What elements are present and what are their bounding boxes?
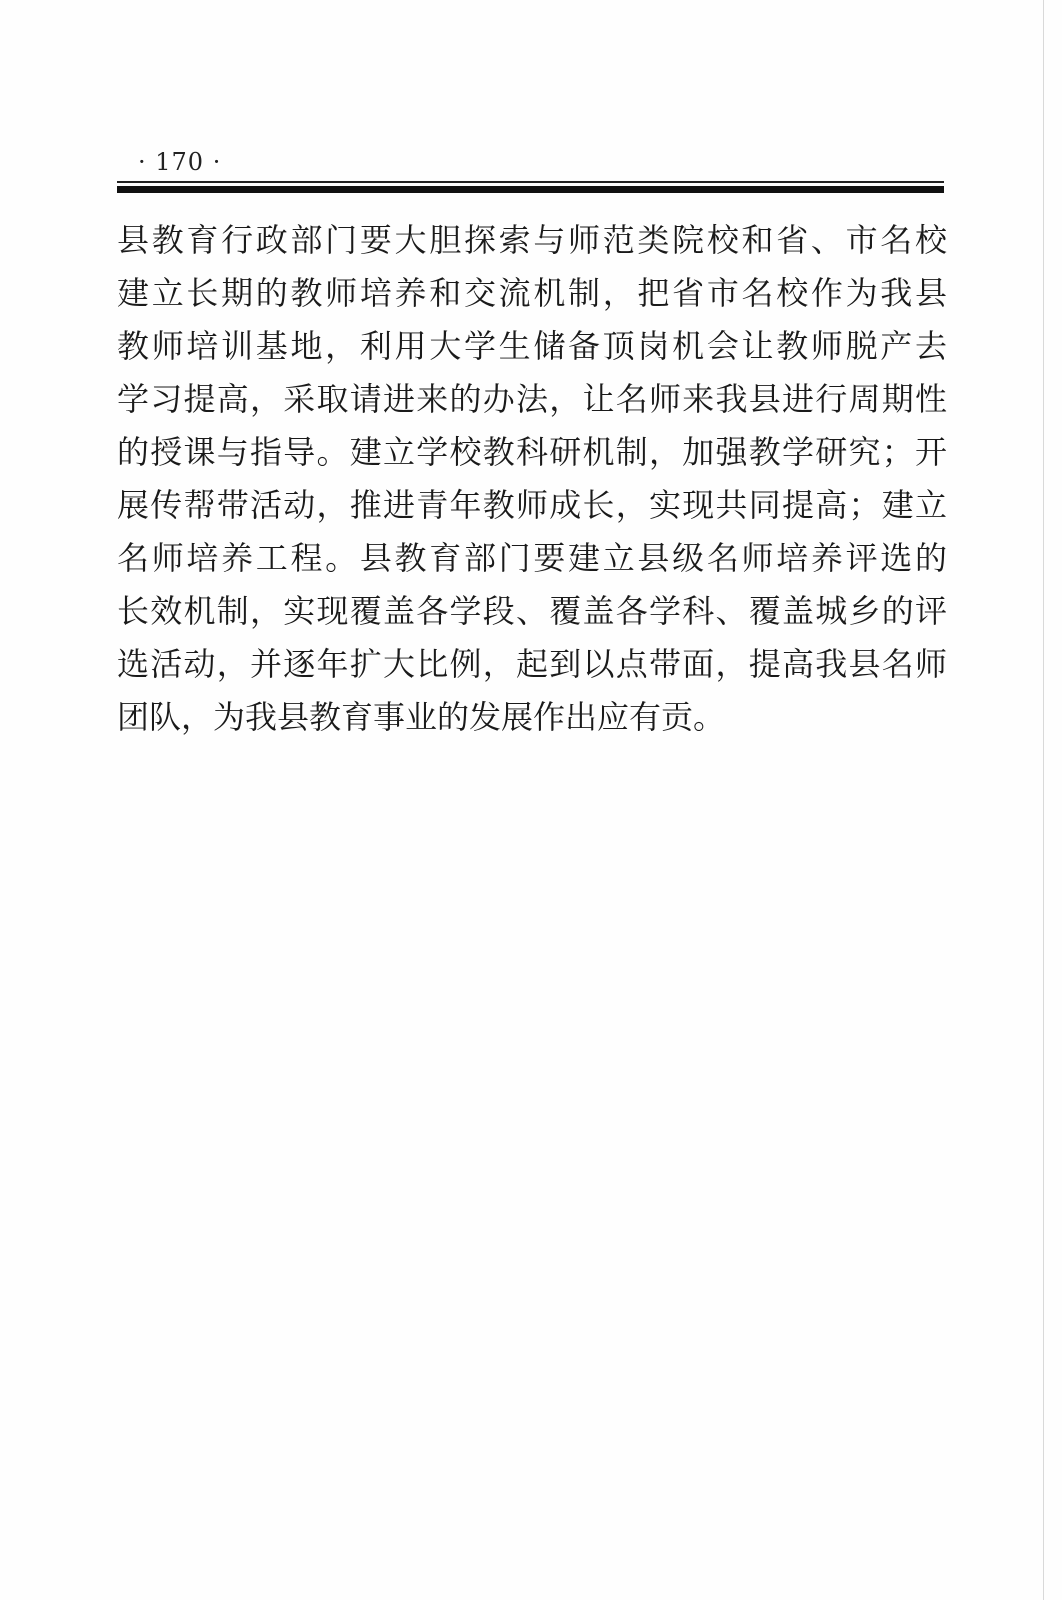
text-line: 长效机制，实现覆盖各学段、覆盖各学科、覆盖城乡的评: [117, 592, 947, 630]
text-line: 的授课与指导。建立学校教科研机制，加强教学研究；开: [117, 433, 947, 471]
text-line: 团队，为我县教育事业的发展作出应有贡。: [117, 698, 726, 736]
body-paragraph: [117, 214, 947, 744]
scan-edge: [1043, 0, 1044, 1600]
page-number: · 170 ·: [138, 148, 222, 176]
text-line: 选活动，并逐年扩大比例，起到以点带面，提高我县名师: [117, 645, 947, 683]
text-line: 县教育行政部门要大胆探索与师范类院校和省、市名校: [117, 221, 947, 259]
header-rule-thick: [117, 186, 944, 193]
text-line: 展传帮带活动，推进青年教师成长，实现共同提高；建立: [117, 486, 947, 524]
text-line: 学习提高，采取请进来的办法，让名师来我县进行周期性: [117, 380, 947, 418]
text-line: 名师培养工程。县教育部门要建立县级名师培养评选的: [117, 539, 947, 577]
header-rule-thin: [117, 181, 944, 183]
text-line: 建立长期的教师培养和交流机制，把省市名校作为我县: [117, 274, 947, 312]
text-line: 教师培训基地，利用大学生储备顶岗机会让教师脱产去: [117, 327, 947, 365]
